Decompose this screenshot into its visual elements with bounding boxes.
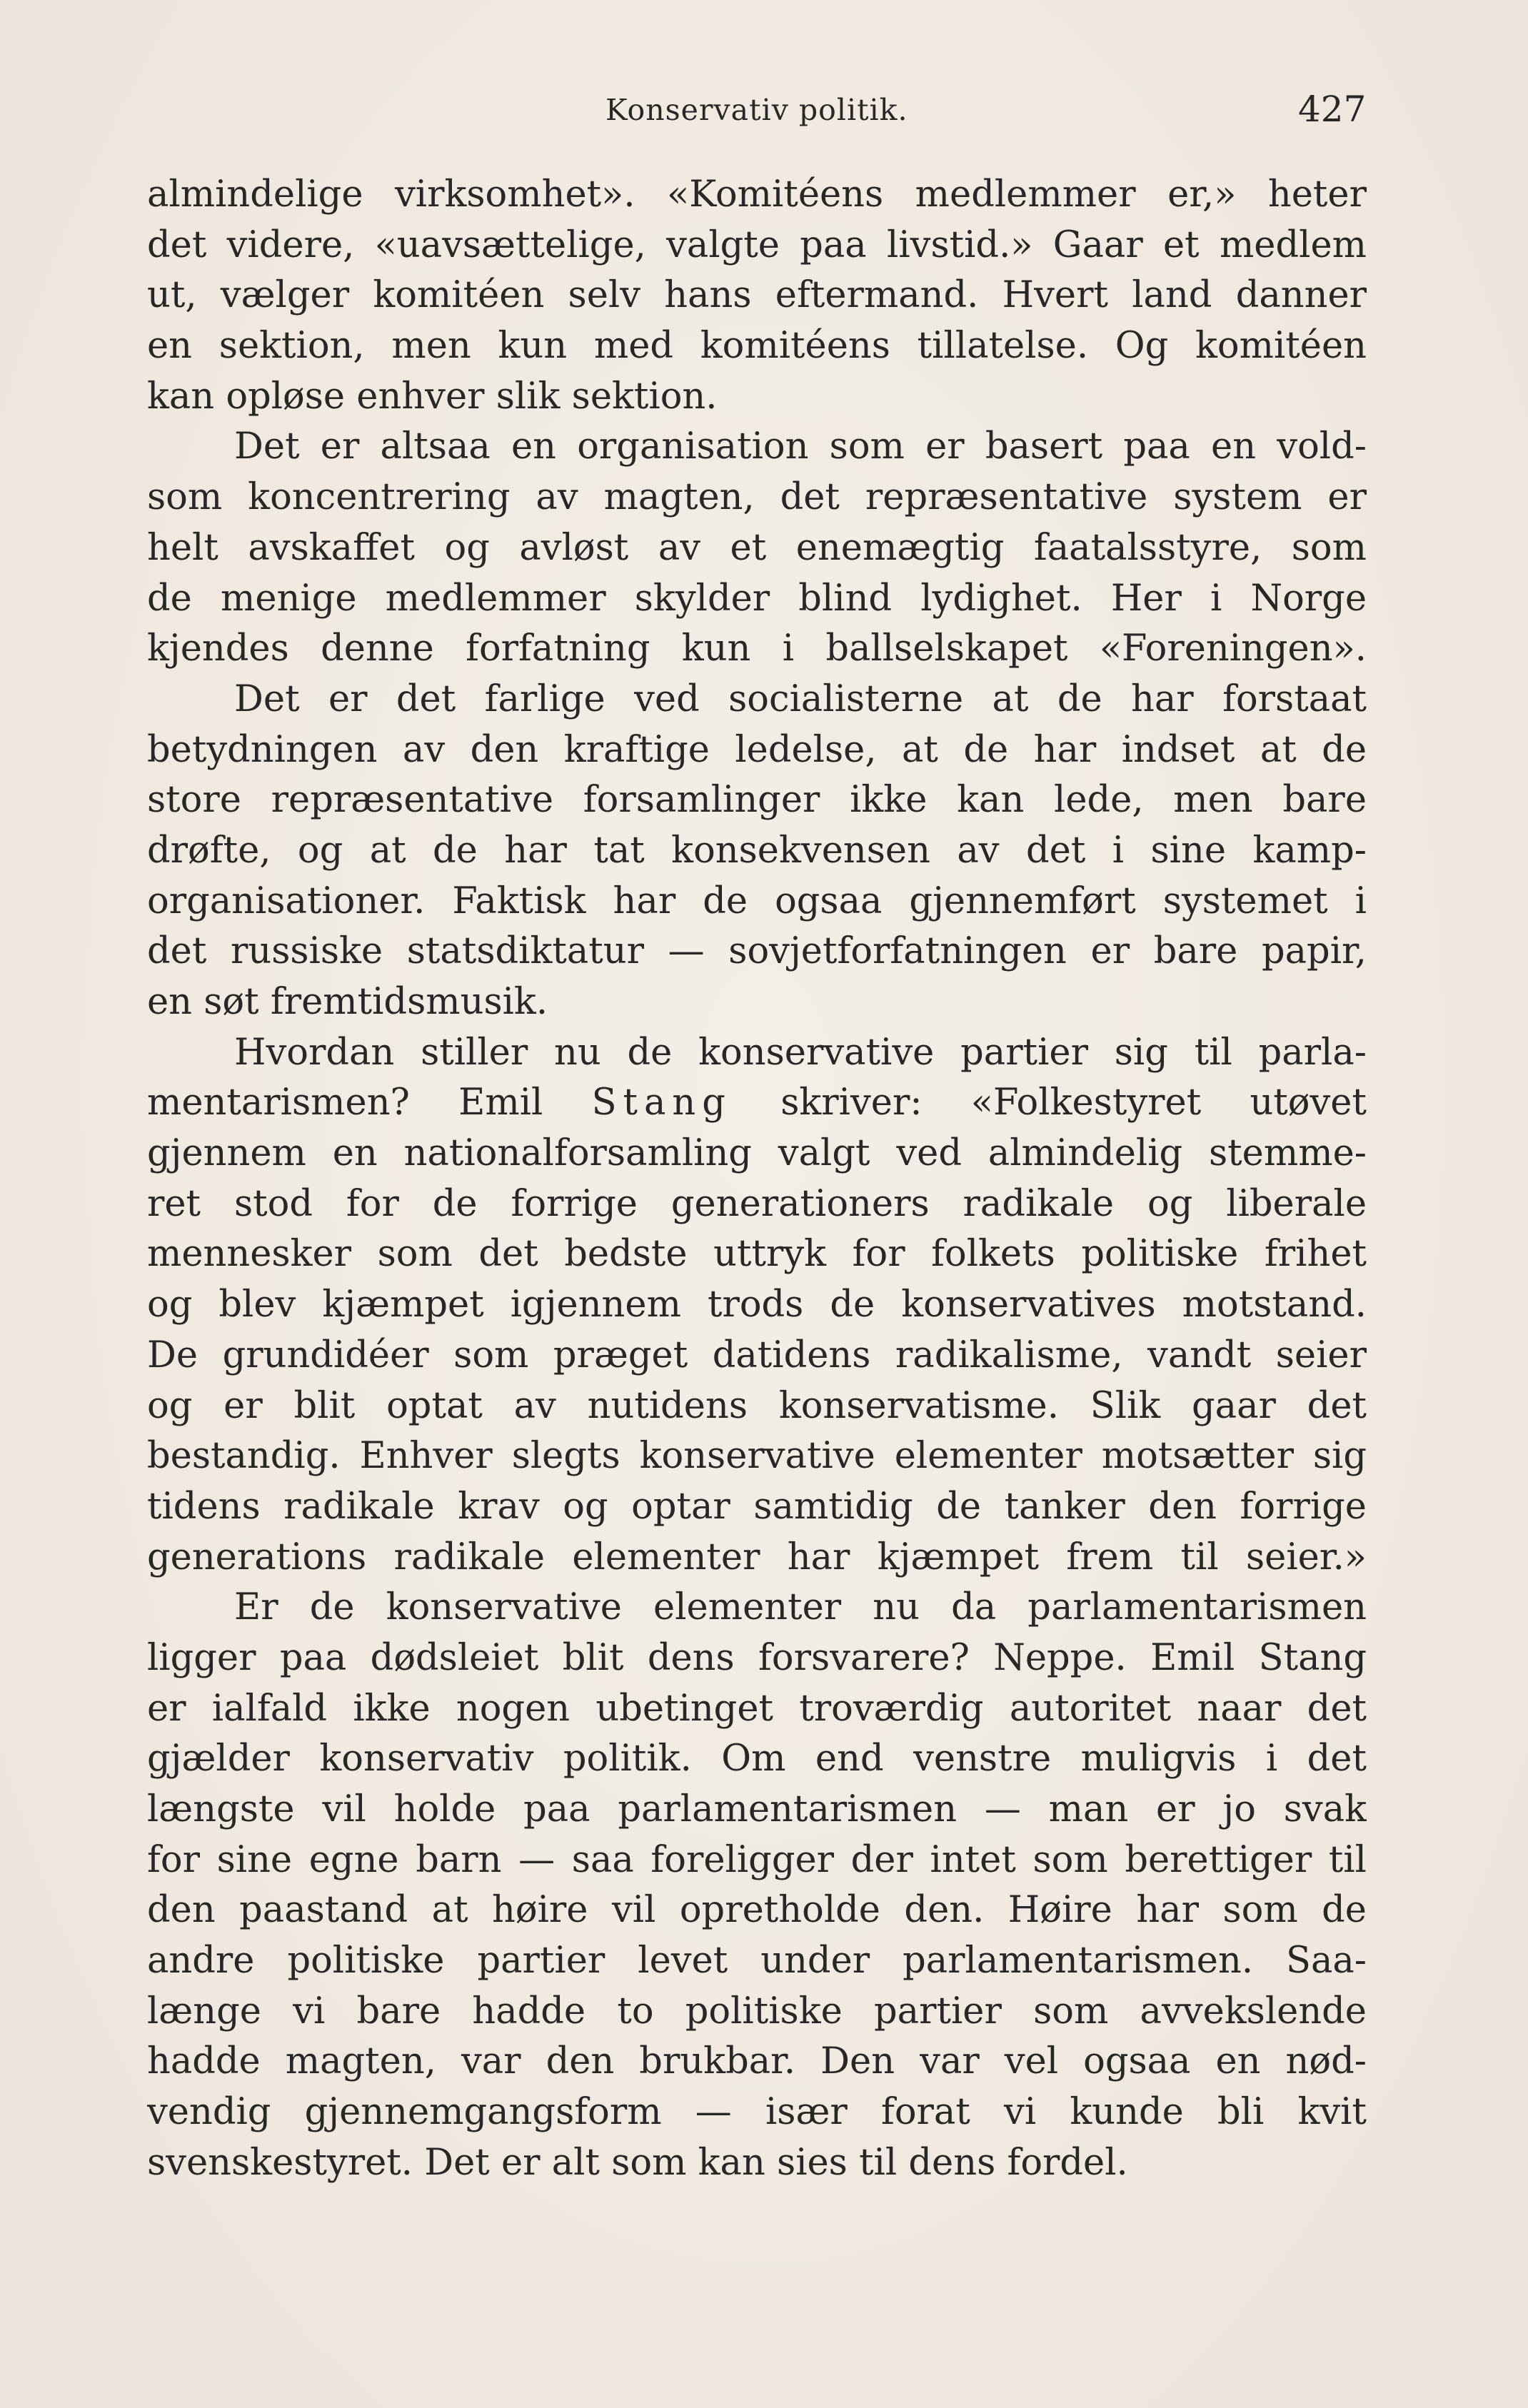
text-line: almindelige virksomhet». «Komitéens medlemmer er,» heter xyxy=(147,173,1367,216)
text-line: store repræsentative forsamlinger ikke kan lede, men bare xyxy=(147,779,1367,822)
text-line: gjælder konservativ politik. Om end venstre muligvis i det xyxy=(147,1738,1367,1780)
text-line: ut, vælger komitéen selv hans eftermand. Hvert land danner xyxy=(147,274,1367,317)
text-line: som koncentrering av magten, det repræsentative system er xyxy=(147,476,1367,519)
text-line: det russiske statsdiktatur — sovjetforfatningen er bare papir, xyxy=(147,930,1367,973)
text-line: den paastand at høire vil opretholde den. Høire har som de xyxy=(147,1889,1367,1932)
text-line: længste vil holde paa parlamentarismen — man er jo svak xyxy=(147,1788,1367,1830)
text-line: og blev kjæmpet igjennem trods de konservatives motstand. xyxy=(147,1284,1367,1326)
text-line: generations radikale elementer har kjæmpet frem til seier.» xyxy=(147,1536,1367,1578)
text-line: længe vi bare hadde to politiske partier som avvekslende xyxy=(147,1990,1367,2032)
text-line: svenskestyret. Det er alt som kan sies til dens fordel. xyxy=(147,2141,1128,2184)
text-line: drøfte, og at de har tat konsekvensen av det i sine kamp- xyxy=(147,829,1367,872)
text-line: gjennem en nationalforsamling valgt ved almindelig stemme- xyxy=(147,1132,1367,1175)
paragraph-start-line: Det er altsaa en organisation som er basert paa en vold- xyxy=(234,425,1367,468)
paragraph-start-line: Det er det farlige ved socialisterne at de har forstaat xyxy=(234,677,1367,720)
text-line: kjendes denne forfatning kun i ballselskapet «Foreningen». xyxy=(147,628,1367,670)
text-line: vendig gjennemgangsform — især forat vi kunde bli kvit xyxy=(147,2091,1367,2134)
text-line: er ialfald ikke nogen ubetinget troværdig autoritet naar det xyxy=(147,1687,1367,1730)
text-line: ret stod for de forrige generationers radikale og liberale xyxy=(147,1182,1367,1225)
text-line: ligger paa dødsleiet blit dens forsvarere? Neppe. Emil Stang xyxy=(147,1636,1367,1679)
paragraph-start-line: Hvordan stiller nu de konservative partier sig til parla- xyxy=(234,1031,1367,1074)
text-segment: mentarismen? Emil xyxy=(147,1082,543,1124)
text-line: for sine egne barn — saa foreligger der intet som berettiger til xyxy=(147,1838,1367,1881)
text-line: en sektion, men kun med komitéens tillatelse. Og komitéen xyxy=(147,325,1367,368)
running-title: Konservativ politik. xyxy=(605,93,908,127)
text-line: kan opløse enhver slik sektion. xyxy=(147,375,718,418)
text-line: en søt fremtidsmusik. xyxy=(147,981,548,1023)
text-line: og er blit optat av nutidens konservatisme. Slik gaar det xyxy=(147,1384,1367,1427)
text-segment: skriver: «Folkestyret utøvet xyxy=(780,1082,1367,1124)
text-line: bestandig. Enhver slegts konservative elementer motsætter sig xyxy=(147,1435,1367,1478)
text-line: det videre, «uavsættelige, valgte paa livstid.» Gaar et medlem xyxy=(147,223,1367,266)
text-line: organisationer. Faktisk har de ogsaa gjennemført systemet i xyxy=(147,880,1367,922)
text-line: betydningen av den kraftige ledelse, at de har indset at de xyxy=(147,728,1367,771)
text-line: hadde magten, var den brukbar. Den var vel ogsaa en nød- xyxy=(147,2040,1367,2083)
text-line: helt avskaffet og avløst av et enemægtig faatalsstyre, som xyxy=(147,526,1367,569)
text-line: mennesker som det bedste uttryk for folkets politiske frihet xyxy=(147,1233,1367,1276)
paragraph-start-line: Er de konservative elementer nu da parlamentarismen xyxy=(234,1586,1367,1629)
text-line: tidens radikale krav og optar samtidig de tanker den forrige xyxy=(147,1485,1367,1528)
running-head xyxy=(0,84,1528,134)
spaced-name: Stang xyxy=(591,1082,732,1124)
page-number: 427 xyxy=(1298,89,1367,130)
body-text xyxy=(147,170,1367,2189)
text-line: de menige medlemmer skylder blind lydighet. Her i Norge xyxy=(147,577,1367,620)
text-line-with-spaced-name xyxy=(147,1078,1367,1129)
text-line: andre politiske partier levet under parlamentarismen. Saa- xyxy=(147,1940,1367,1983)
text-line: De grundidéer som præget datidens radikalisme, vandt seier xyxy=(147,1334,1367,1376)
